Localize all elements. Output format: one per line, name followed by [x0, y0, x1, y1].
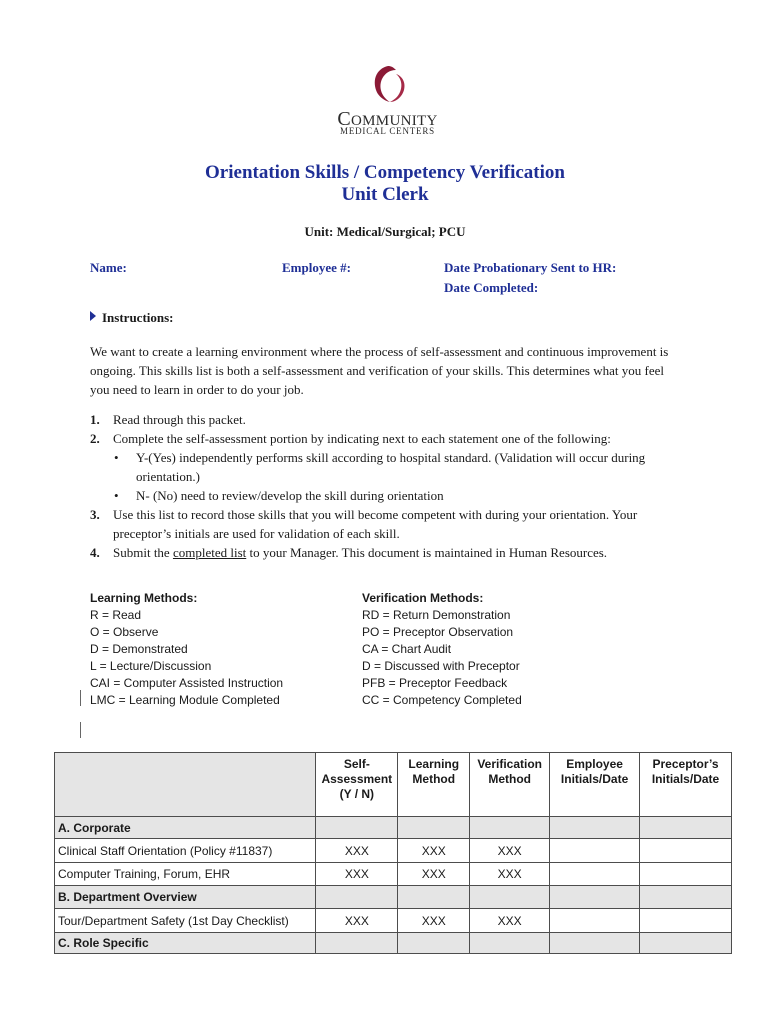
skill-label: Computer Training, Forum, EHR — [55, 863, 316, 886]
employee-initials-cell[interactable] — [550, 839, 640, 863]
verification-method-item: RD = Return Demonstration — [362, 608, 511, 622]
verification-methods — [362, 590, 522, 709]
date-probationary-label: Date Probationary Sent to HR: — [444, 260, 617, 275]
learning-method-item: LMC = Learning Module Completed — [90, 693, 280, 707]
skill-label: Clinical Staff Orientation (Policy #11837) — [55, 839, 316, 863]
bullet-item: • N- (No) need to review/develop the skill during orientation — [114, 488, 444, 503]
bullet-item: • Y-(Yes) independently performs skill according to hospital standard. (Validation will occur during orientation.) — [114, 450, 646, 484]
verification-method-cell[interactable]: XXX — [470, 909, 550, 933]
date-completed-label: Date Completed: — [444, 280, 539, 295]
header-learning-method: Learning Method — [398, 753, 470, 817]
table-row — [55, 863, 732, 886]
section-label: A. Corporate — [55, 817, 316, 839]
list-item: 4. Submit the completed list to your Manager. This document is maintained in Human Resources. — [90, 545, 608, 560]
learning-methods — [90, 590, 283, 709]
table-row — [55, 886, 732, 909]
table-row — [55, 839, 732, 863]
list-item: 3. Use this list to record those skills that you will become competent with during your orientation. Your preceptor’s initials are used for validation of each skill. — [90, 507, 638, 541]
list-item: 1. Read through this packet. — [90, 412, 246, 427]
verification-method-item: CA = Chart Audit — [362, 642, 452, 656]
header-skill — [55, 753, 316, 817]
section-label: B. Department Overview — [55, 886, 316, 909]
table-row — [55, 909, 732, 933]
verification-methods-heading: Verification Methods: — [362, 591, 484, 605]
preceptor-initials-cell[interactable] — [640, 839, 732, 863]
name-field-label: Name: — [90, 260, 127, 275]
learning-method-cell[interactable]: XXX — [398, 839, 470, 863]
self-assessment-cell[interactable]: XXX — [316, 909, 398, 933]
document-title: Orientation Skills / Competency Verification — [205, 162, 565, 183]
triangle-bullet-icon — [90, 311, 96, 321]
table-header-row — [55, 753, 732, 817]
header-self-assessment: Self- Assessment (Y / N) — [316, 753, 398, 817]
learning-method-cell[interactable]: XXX — [398, 863, 470, 886]
logo-org-subtitle: MEDICAL CENTERS — [340, 126, 435, 136]
verification-method-item: D = Discussed with Preceptor — [362, 659, 520, 673]
community-medical-centers-logo — [330, 64, 445, 140]
learning-method-item: O = Observe — [90, 625, 159, 639]
employee-initials-cell[interactable] — [550, 863, 640, 886]
employee-initials-cell[interactable] — [550, 909, 640, 933]
learning-method-cell[interactable]: XXX — [398, 909, 470, 933]
margin-mark — [80, 690, 81, 706]
header-verification-method: Verification Method — [470, 753, 550, 817]
unit-label: Unit: Medical/Surgical; PCU — [304, 224, 466, 239]
logo-org-name: COMMUNITY — [337, 108, 438, 130]
instructions-list — [90, 410, 690, 562]
learning-method-item: CAI = Computer Assisted Instruction — [90, 676, 284, 690]
learning-method-item: D = Demonstrated — [90, 642, 188, 656]
employee-number-label: Employee #: — [282, 260, 351, 275]
verification-method-item: PO = Preceptor Observation — [362, 625, 514, 639]
learning-method-item: R = Read — [90, 608, 142, 622]
skill-label: Tour/Department Safety (1st Day Checklist) — [55, 909, 316, 933]
document-subtitle: Unit Clerk — [341, 184, 429, 205]
verification-method-cell[interactable]: XXX — [470, 839, 550, 863]
learning-method-item: L = Lecture/Discussion — [90, 659, 212, 673]
self-assessment-cell[interactable]: XXX — [316, 839, 398, 863]
instructions-paragraph: We want to create a learning environment where the process of self-assessment and continuous improvement is ongoing. This skills list is both a self-assessment and verification of your skills. This determines what you feel you need to learn in order to do your job. — [90, 344, 669, 397]
self-assessment-cell[interactable]: XXX — [316, 863, 398, 886]
learning-methods-heading: Learning Methods: — [90, 591, 198, 605]
preceptor-initials-cell[interactable] — [640, 863, 732, 886]
section-label: C. Role Specific — [55, 933, 316, 954]
header-employee-initials: Employee Initials/Date — [550, 753, 640, 817]
verification-method-item: PFB = Preceptor Feedback — [362, 676, 508, 690]
table-row — [55, 933, 732, 954]
instructions-heading: Instructions: — [90, 310, 174, 326]
verification-method-cell[interactable]: XXX — [470, 863, 550, 886]
header-preceptor-initials: Preceptor’s Initials/Date — [640, 753, 732, 817]
margin-mark — [80, 722, 81, 738]
table-row — [55, 817, 732, 839]
preceptor-initials-cell[interactable] — [640, 909, 732, 933]
logo-emblem-icon — [368, 64, 408, 104]
skills-table — [54, 752, 732, 954]
verification-method-item: CC = Competency Completed — [362, 693, 522, 707]
list-item: 2. Complete the self-assessment portion by indicating next to each statement one of the following: — [90, 431, 611, 446]
